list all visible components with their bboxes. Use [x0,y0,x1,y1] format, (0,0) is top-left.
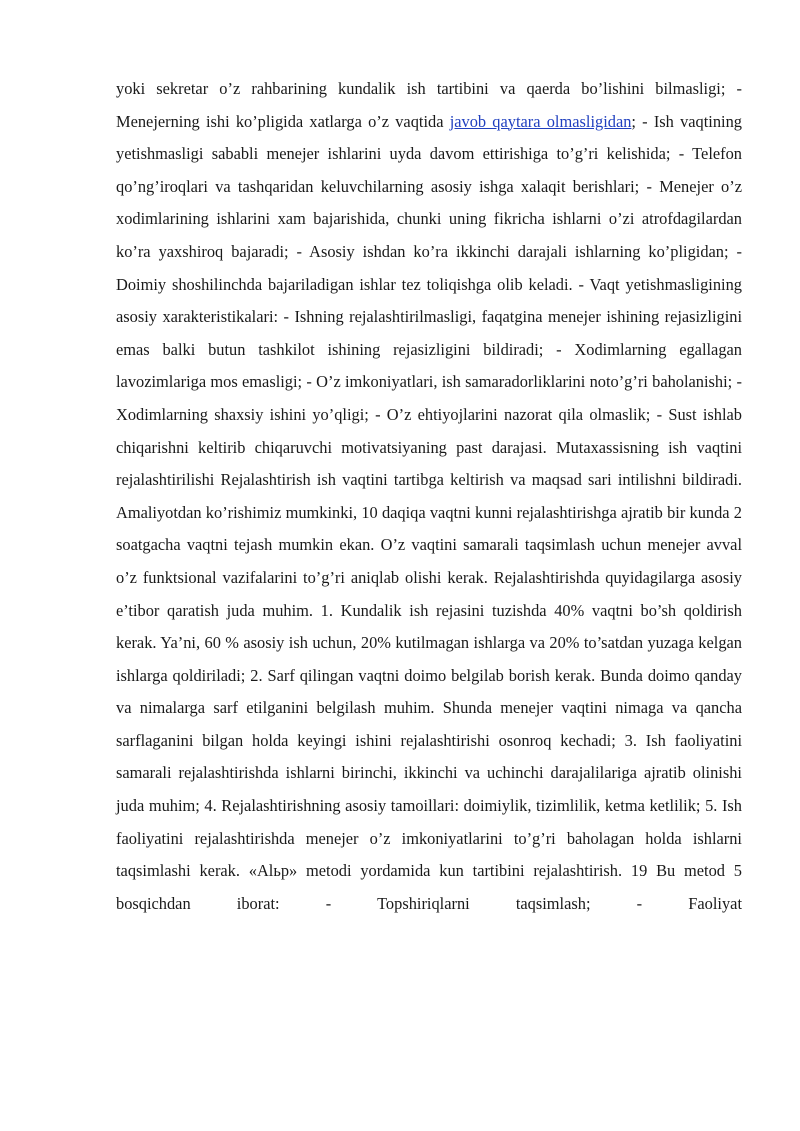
body-paragraph [116,73,742,920]
paragraph-text-start: yoki sekretar o’z rahbarining kundalik ish tartibini va qaerda bo’lishini bilmasligi; - Menejerning ishi ko’pligida xatlarga o’z vaqtida [116,79,742,131]
paragraph-text-rest: ; - Ish vaqtining yetishmasligi sababli menejer ishlarini uyda davom ettirishiga to’g’ri kelishida; - Telefon qo’ng’iroqlari va tashqaridan keluvchilarning asosiy ishga xalaqit berishlari; - Menejer o’z xodimlarining ishlarini xam bajarishida, chunki uning fikricha ishlarni o’zi atrofdagilardan ko’ra yaxshiroq bajaradi; - Asosiy ishdan ko’ra ikkinchi darajali ishlarning ko’pligidan; - Doimiy shoshilinchda bajariladigan ishlar tez toliqishga olib keladi. - Vaqt yetishmasligining asosiy xarakteristikalari: - Ishning rejalashtirilmasligi, faqatgina menejer ishining rejasizligini emas balki butun tashkilot ishining rejasizligini bildiradi; - Xodimlarning egallagan lavozimlariga mos emasligi; - O’z imkoniyatlari, ish samaradorliklarini noto’g’ri baholanishi; - Xodimlarning shaxsiy ishini yo’qligi; - O’z ehtiyojlarini nazorat qila olmaslik; - Sust ishlab chiqarishni keltirib chiqaruvchi motivatsiyaning past darajasi. Mutaxassisning ish vaqtini rejalashtirilishi Rejalashtirish ish vaqtini tartibga keltirish va maqsad sari intilishni bildiradi. Amaliyotdan ko’rishimiz mumkinki, 10 daqiqa vaqtni kunni rejalashtirishga ajratib bir kunda 2 soatgacha vaqtni tejash mumkin ekan. O’z vaqtini samarali taqsimlash uchun menejer avval o’z funktsional vazifalarini to’g’ri aniqlab olishi kerak. Rejalashtirishda quyidagilarga asosiy e’tibor qaratish juda muhim. 1. Kundalik ish rejasini tuzishda 40% vaqtni bo’sh qoldirish kerak. Ya’ni, 60 % asosiy ish uchun, 20% kutilmagan ishlarga va 20% to’satdan yuzaga kelgan ishlarga qoldiriladi; 2. Sarf qilingan vaqtni doimo belgilab borish kerak. Bunda doimo qanday va nimalarga sarf etilganini belgilash muhim. Shunda menejer vaqtini nimaga va qancha sarflaganini bilgan holda keyingi ishini rejalashtirishi osonroq kechadi; 3. Ish faoliyatini samarali rejalashtirishda ishlarni birinchi, ikkinchi va uchinchi darajalilariga ajratib olinishi juda muhim; 4. Rejalashtirishning asosiy tamoillari: doimiylik, tizimlilik, ketma ketlilik; 5. Ish faoliyatini rejalashtirishda menejer o’z imkoniyatlarini to’g’ri baholagan holda ishlarni taqsimlashi kerak. «Alьp» metodi yordamida kun tartibini rejalashtirish. 19 Bu metod 5 bosqichdan iborat: - Topshiriqlarni taqsimlash; - Faoliyat [116,111,742,913]
inline-link[interactable]: javob qaytara olmasligidan [449,111,632,131]
document-page [116,73,742,920]
